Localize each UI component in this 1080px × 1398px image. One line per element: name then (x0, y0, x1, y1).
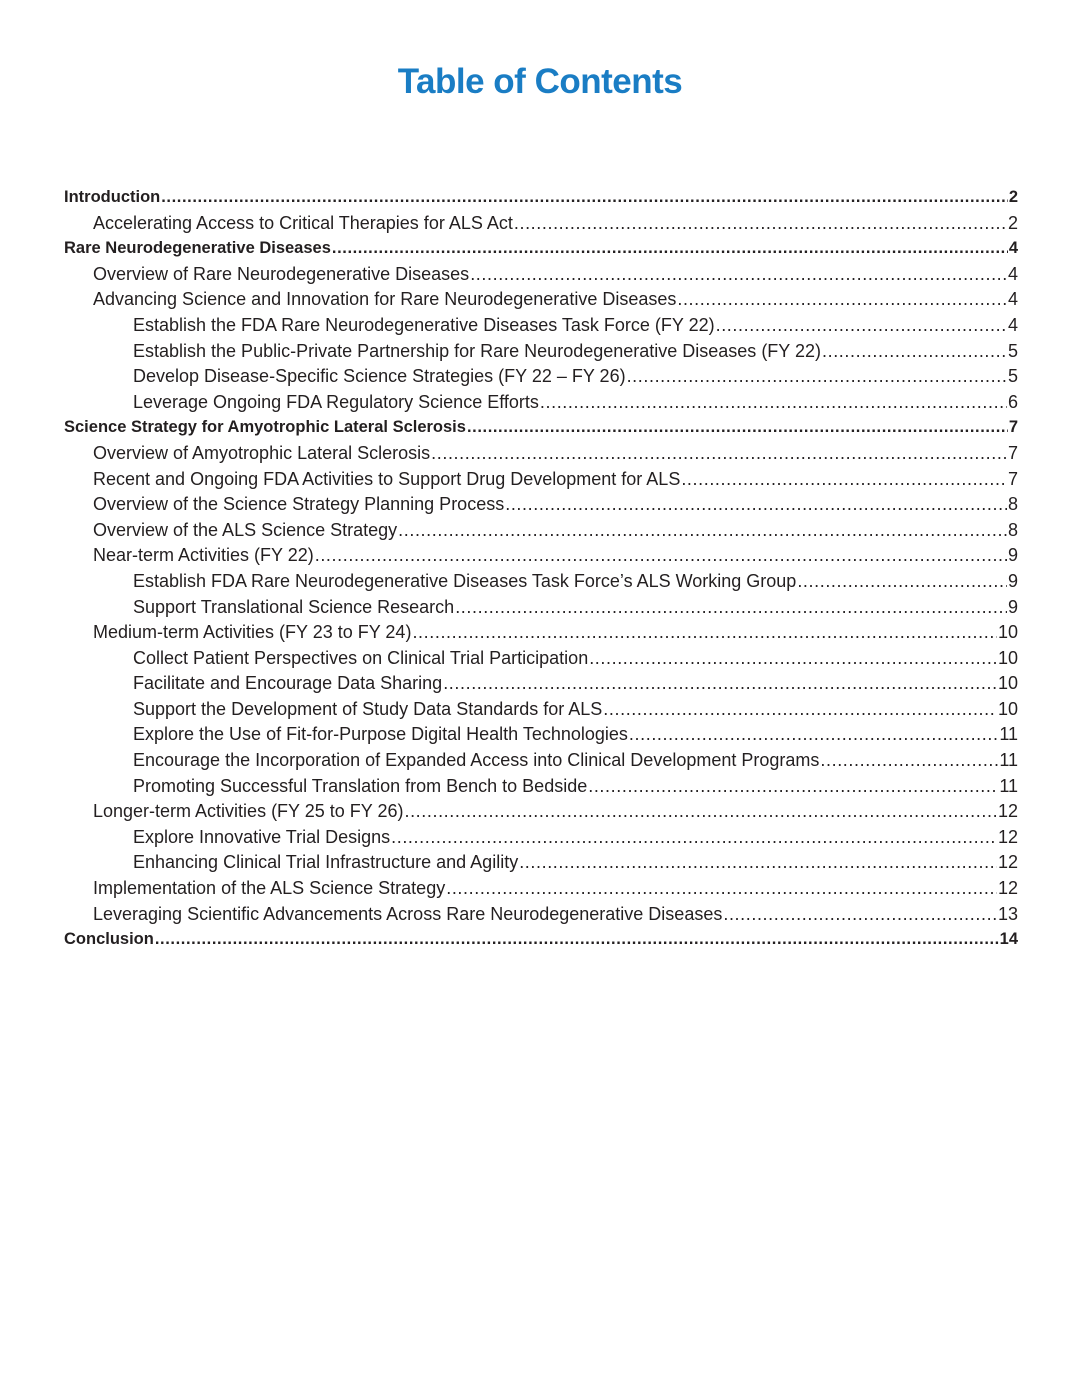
toc-entry-page-number: 2 (1007, 212, 1018, 233)
toc-entry[interactable] (64, 748, 1018, 774)
toc-entry-label: Establish the Public-Private Partnership for Rare Neurodegenerative Diseases (FY 22) (133, 340, 821, 361)
toc-entry[interactable] (64, 339, 1018, 365)
toc-entry[interactable] (64, 646, 1018, 672)
toc-entry-label: Overview of the ALS Science Strategy (93, 519, 398, 540)
toc-entry[interactable] (64, 441, 1018, 467)
toc-dot-leader (681, 467, 1007, 493)
toc-entry-label: Conclusion (64, 930, 154, 949)
toc-entry[interactable] (64, 876, 1018, 902)
toc-entry-page-number: 4 (1007, 289, 1018, 310)
toc-entry-label: Overview of the Science Strategy Planning Process (93, 494, 505, 515)
toc-dot-leader (540, 390, 1007, 416)
toc-entry-page-number: 12 (997, 801, 1018, 822)
toc-entry-page-number: 9 (1007, 570, 1018, 591)
toc-entry-page-number: 9 (1007, 545, 1018, 566)
toc-entry[interactable] (64, 262, 1018, 288)
toc-entry-page-number: 12 (997, 878, 1018, 899)
toc-entry-page-number: 12 (997, 826, 1018, 847)
toc-dot-leader (443, 671, 997, 697)
toc-dot-leader (332, 236, 1008, 262)
toc-entry-label: Establish the FDA Rare Neurodegenerative Diseases Task Force (FY 22) (133, 314, 715, 335)
toc-entry-page-number: 5 (1007, 366, 1018, 387)
toc-entry-page-number: 11 (999, 724, 1018, 745)
toc-entry-label: Support the Development of Study Data Standards for ALS (133, 698, 603, 719)
toc-entry[interactable] (64, 287, 1018, 313)
toc-entry[interactable] (64, 415, 1018, 441)
toc-entry[interactable] (64, 722, 1018, 748)
toc-entry-page-number: 11 (999, 750, 1018, 771)
toc-entry[interactable] (64, 671, 1018, 697)
toc-entry-label: Collect Patient Perspectives on Clinical Trial Participation (133, 647, 589, 668)
toc-dot-leader (589, 646, 997, 672)
toc-entry-page-number: 9 (1007, 596, 1018, 617)
toc-entry-page-number: 11 (999, 775, 1018, 796)
toc-dot-leader (467, 415, 1008, 441)
toc-entry-page-number: 4 (1008, 239, 1018, 258)
toc-entry-page-number: 10 (997, 673, 1018, 694)
toc-dot-leader (398, 518, 1007, 544)
toc-dot-leader (603, 697, 997, 723)
toc-entry-label: Introduction (64, 188, 161, 206)
toc-dot-leader (155, 927, 999, 953)
toc-entry-page-number: 12 (997, 852, 1018, 873)
toc-entry-page-number: 7 (1007, 468, 1018, 489)
toc-entry[interactable] (64, 185, 1018, 211)
toc-dot-leader (412, 620, 997, 646)
toc-dot-leader (716, 313, 1007, 339)
toc-entry[interactable] (64, 313, 1018, 339)
toc-entry-label: Support Translational Science Research (133, 596, 455, 617)
toc-dot-leader (820, 748, 998, 774)
toc-entry-label: Overview of Rare Neurodegenerative Diseases (93, 263, 470, 284)
toc-dot-leader (588, 774, 998, 800)
toc-entry-page-number: 10 (997, 698, 1018, 719)
toc-entry-label: Science Strategy for Amyotrophic Lateral Sclerosis (64, 418, 466, 437)
toc-entry-page-number: 8 (1007, 519, 1018, 540)
toc-dot-leader (627, 364, 1007, 390)
toc-entry[interactable] (64, 825, 1018, 851)
toc-entry-label: Accelerating Access to Critical Therapies for ALS Act (93, 212, 513, 233)
toc-entry[interactable] (64, 595, 1018, 621)
toc-entry-label: Near-term Activities (FY 22) (93, 545, 314, 566)
toc-entry-page-number: 10 (997, 622, 1018, 643)
toc-entry-label: Implementation of the ALS Science Strategy (93, 878, 446, 899)
toc-entry-label: Explore Innovative Trial Designs (133, 826, 391, 847)
toc-entry-page-number: 14 (999, 930, 1018, 949)
toc-entry-label: Establish FDA Rare Neurodegenerative Diseases Task Force’s ALS Working Group (133, 570, 797, 591)
toc-entry-label: Rare Neurodegenerative Diseases (64, 239, 331, 258)
toc-entry-page-number: 7 (1008, 418, 1018, 437)
toc-entry[interactable] (64, 902, 1018, 928)
toc-entry[interactable] (64, 390, 1018, 416)
toc-entry[interactable] (64, 236, 1018, 262)
toc-dot-leader (455, 595, 1007, 621)
toc-entry-page-number: 2 (1008, 188, 1018, 206)
toc-entry[interactable] (64, 467, 1018, 493)
toc-entry[interactable] (64, 569, 1018, 595)
toc-entry-label: Encourage the Incorporation of Expanded Access into Clinical Development Programs (133, 750, 820, 771)
toc-entry[interactable] (64, 850, 1018, 876)
toc-entry-label: Promoting Successful Translation from Bench to Bedside (133, 775, 588, 796)
toc-entry-label: Enhancing Clinical Trial Infrastructure and Agility (133, 852, 519, 873)
toc-entry[interactable] (64, 927, 1018, 953)
toc-dot-leader (391, 825, 997, 851)
toc-entry-label: Medium-term Activities (FY 23 to FY 24) (93, 622, 412, 643)
toc-entry[interactable] (64, 492, 1018, 518)
toc-entry[interactable] (64, 211, 1018, 237)
toc-entry-label: Recent and Ongoing FDA Activities to Support Drug Development for ALS (93, 468, 681, 489)
toc-entry-page-number: 6 (1007, 391, 1018, 412)
toc-dot-leader (446, 876, 997, 902)
toc-entry-label: Longer-term Activities (FY 25 to FY 26) (93, 801, 404, 822)
toc-dot-leader (677, 287, 1007, 313)
page-title: Table of Contents (397, 62, 683, 101)
toc-entry[interactable] (64, 364, 1018, 390)
toc-dot-leader (797, 569, 1007, 595)
toc-entry-label: Develop Disease-Specific Science Strategies (FY 22 – FY 26) (133, 366, 626, 387)
toc-entry-label: Leverage Ongoing FDA Regulatory Science Efforts (133, 391, 539, 412)
toc-entry-label: Overview of Amyotrophic Lateral Sclerosis (93, 442, 431, 463)
toc-entry-label: Explore the Use of Fit-for-Purpose Digital Health Technologies (133, 724, 628, 745)
toc-entry[interactable] (64, 620, 1018, 646)
toc-entry-page-number: 4 (1007, 314, 1018, 335)
toc-entry-page-number: 4 (1007, 263, 1018, 284)
toc-entry-label: Advancing Science and Innovation for Rare Neurodegenerative Diseases (93, 289, 677, 310)
toc-entry-page-number: 13 (997, 903, 1018, 924)
toc-entry-page-number: 10 (997, 647, 1018, 668)
toc-entry-page-number: 5 (1007, 340, 1018, 361)
toc-dot-leader (822, 339, 1007, 365)
toc-entry[interactable] (64, 543, 1018, 569)
toc-dot-leader (505, 492, 1007, 518)
toc-entry[interactable] (64, 774, 1018, 800)
toc-dot-leader (514, 211, 1007, 237)
toc-entry-page-number: 7 (1007, 442, 1018, 463)
toc-entry[interactable] (64, 518, 1018, 544)
toc-entry[interactable] (64, 697, 1018, 723)
toc-dot-leader (519, 850, 997, 876)
toc-entry-page-number: 8 (1007, 494, 1018, 515)
toc-dot-leader (404, 799, 997, 825)
toc-dot-leader (315, 543, 1007, 569)
toc-dot-leader (629, 722, 998, 748)
toc-dot-leader (431, 441, 1007, 467)
table-of-contents (64, 185, 1018, 953)
toc-dot-leader (161, 185, 1008, 211)
toc-dot-leader (723, 902, 997, 928)
toc-dot-leader (470, 262, 1007, 288)
toc-entry-label: Leveraging Scientific Advancements Across Rare Neurodegenerative Diseases (93, 903, 723, 924)
toc-entry[interactable] (64, 799, 1018, 825)
toc-entry-label: Facilitate and Encourage Data Sharing (133, 673, 443, 694)
